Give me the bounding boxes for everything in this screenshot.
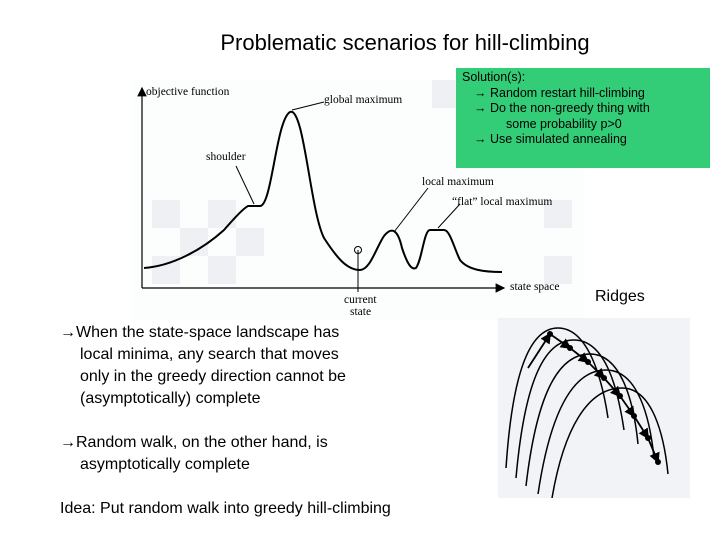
solution-item: → Random restart hill-climbing xyxy=(474,85,645,100)
ridges-svg xyxy=(498,318,690,498)
idea-text: Idea: Put random walk into greedy hill-climbing xyxy=(60,500,391,517)
solution-item: → Use simulated annealing xyxy=(474,132,627,147)
point-line: local minima, any search that moves xyxy=(80,346,339,363)
solution-item: → Do the non-greedy thing with xyxy=(474,101,650,116)
point-line: asymptotically complete xyxy=(80,456,250,473)
ridges-figure xyxy=(498,318,690,498)
y-axis-label: objective function xyxy=(146,86,230,98)
ridges-title: Ridges xyxy=(595,288,645,305)
flat-local-maximum-label: “flat” local maximum xyxy=(452,196,553,208)
global-maximum-label: global maximum xyxy=(324,94,403,106)
solution-box xyxy=(456,68,710,168)
x-axis-label: state space xyxy=(510,281,560,293)
point-random-walk xyxy=(60,432,328,476)
solution-heading: Solution(s): xyxy=(462,70,526,84)
slide-title: Problematic scenarios for hill-climbing xyxy=(220,30,590,55)
point-line: →When the state-space landscape has xyxy=(60,324,340,341)
solution-item: some probability p>0 xyxy=(506,116,622,131)
point-line: (asymptotically) complete xyxy=(80,390,261,407)
local-maximum-label: local maximum xyxy=(422,176,494,188)
point-line: →Random walk, on the other hand, is xyxy=(60,434,328,451)
current-state-label-line2: state xyxy=(350,306,372,318)
shoulder-label: shoulder xyxy=(206,151,246,163)
point-local-minima xyxy=(60,322,346,410)
point-line: only in the greedy direction cannot be xyxy=(80,368,346,385)
current-state-label-line1: current xyxy=(344,294,377,306)
